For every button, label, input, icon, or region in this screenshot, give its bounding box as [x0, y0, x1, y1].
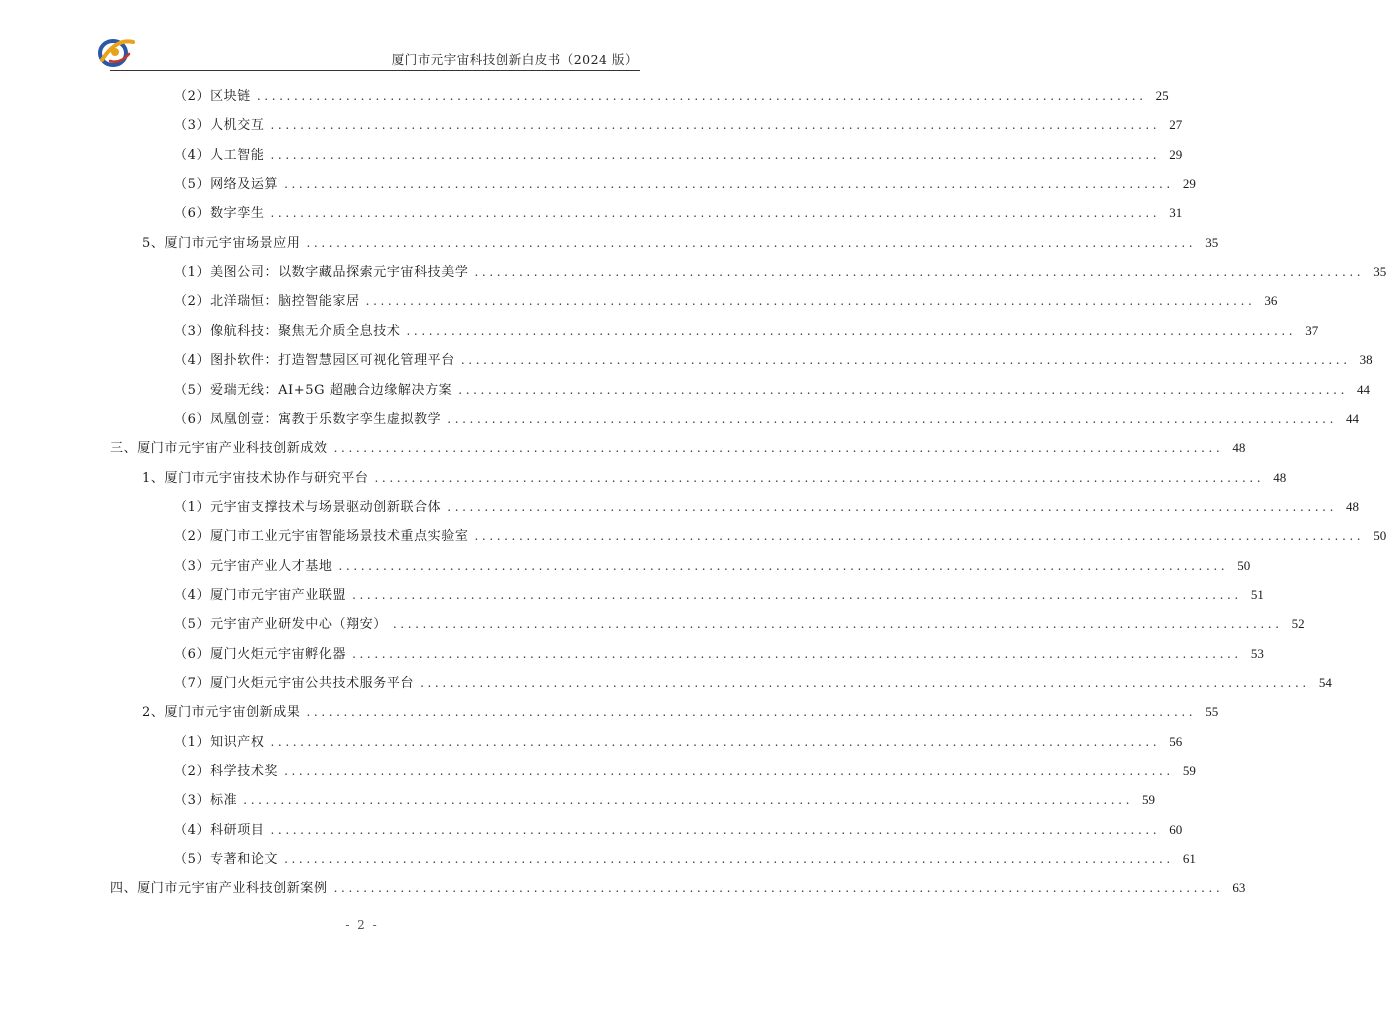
toc-entry[interactable]: [142, 702, 1219, 722]
toc-dot-leader: ........................................................................................................................: [458, 382, 1349, 397]
toc-dot-leader: ........................................................................................................................: [352, 587, 1242, 602]
toc-entry-label: （2）厦门市工业元宇宙智能场景技术重点实验室: [174, 529, 469, 545]
toc-entry[interactable]: [110, 438, 1246, 458]
toc-entry[interactable]: [174, 732, 1183, 752]
toc-entry-label: （5）爱瑞无线：AI+5G 超融合边缘解决方案: [174, 382, 453, 398]
toc-entry[interactable]: [142, 233, 1219, 253]
toc-dot-leader: ........................................................................................................................: [406, 323, 1297, 338]
toc-entry-page-number: 61: [1182, 851, 1196, 867]
toc-entry-page-number: 48: [1346, 498, 1360, 514]
toc-entry-page-number: 29: [1169, 146, 1183, 162]
toc-entry-page-number: 44: [1357, 381, 1371, 397]
toc-dot-leader: ........................................................................................................................: [284, 852, 1174, 867]
toc-entry-label: 四、厦门市元宇宙产业科技创新案例: [110, 881, 328, 897]
toc-dot-leader: ........................................................................................................................: [284, 764, 1174, 779]
toc-entry-page-number: 53: [1250, 645, 1264, 661]
toc-dot-leader: ........................................................................................................................: [338, 558, 1229, 573]
toc-entry-label: （5）专著和论文: [174, 852, 279, 868]
toc-entry-label: （4）图扑软件：打造智慧园区可视化管理平台: [174, 353, 455, 369]
toc-dot-leader: ........................................................................................................................: [447, 499, 1338, 514]
toc-entry[interactable]: [174, 350, 1373, 370]
toc-dot-leader: ........................................................................................................................: [474, 529, 1365, 544]
toc-entry[interactable]: [174, 174, 1196, 194]
toc-entry[interactable]: [174, 115, 1183, 135]
toc-entry[interactable]: [174, 556, 1251, 576]
toc-entry-label: （4）厦门市元宇宙产业联盟: [174, 587, 347, 603]
toc-dot-leader: ........................................................................................................................: [374, 470, 1265, 485]
toc-entry-page-number: 56: [1169, 733, 1183, 749]
toc-dot-leader: ........................................................................................................................: [420, 676, 1310, 690]
toc-entry-page-number: 44: [1346, 410, 1360, 426]
toc-entry-label: （3）元宇宙产业人才基地: [174, 558, 333, 574]
toc-entry[interactable]: [174, 497, 1360, 517]
toc-entry-page-number: 60: [1169, 821, 1183, 837]
toc-entry-label: （5）元宇宙产业研发中心（翔安）: [174, 617, 387, 633]
toc-entry-page-number: 29: [1182, 176, 1196, 192]
toc-entry[interactable]: [174, 790, 1156, 810]
toc-dot-leader: ........................................................................................................................: [284, 177, 1174, 192]
toc-dot-leader: ........................................................................................................................: [392, 617, 1283, 632]
toc-entry[interactable]: [174, 585, 1264, 605]
toc-entry-label: （6）数字孪生: [174, 206, 265, 222]
toc-entry-page-number: 52: [1291, 616, 1305, 632]
toc-entry[interactable]: [174, 262, 1386, 282]
toc-dot-leader: ........................................................................................................................: [270, 206, 1161, 221]
header-title: 厦门市元宇宙科技创新白皮书（2024 版）: [391, 52, 638, 67]
toc-entry-label: （3）人机交互: [174, 118, 265, 134]
toc-entry-page-number: 48: [1232, 440, 1246, 456]
toc-entry[interactable]: [110, 878, 1246, 898]
toc-entry[interactable]: [174, 409, 1360, 429]
page-number: - 2 -: [345, 918, 379, 932]
toc-entry-label: 1、厦门市元宇宙技术协作与研究平台: [142, 470, 369, 486]
toc-entry-page-number: 50: [1237, 557, 1251, 573]
toc-entry-label: （7）厦门火炬元宇宙公共技术服务平台: [174, 676, 415, 691]
toc-entry-page-number: 48: [1273, 469, 1287, 485]
toc-entry[interactable]: [174, 86, 1169, 106]
toc-dot-leader: ........................................................................................................................: [365, 294, 1256, 309]
toc-entry-label: （3）像航科技：聚焦无介质全息技术: [174, 323, 401, 339]
toc-entry-label: （2）科学技术奖: [174, 764, 279, 780]
toc-entry-page-number: 37: [1305, 322, 1319, 338]
toc-entry-page-number: 25: [1155, 88, 1169, 103]
orbit-logo-icon: [96, 34, 136, 68]
toc-entry[interactable]: [174, 380, 1371, 400]
toc-dot-leader: ........................................................................................................................: [270, 822, 1161, 837]
toc-entry[interactable]: [174, 761, 1196, 781]
toc-dot-leader: ........................................................................................................................: [256, 89, 1147, 103]
toc-entry-label: 三、厦门市元宇宙产业科技创新成效: [110, 441, 328, 457]
toc-entry-label: （3）标准: [174, 793, 238, 809]
toc-entry-page-number: 31: [1169, 205, 1183, 221]
toc-entry-label: （4）人工智能: [174, 147, 265, 163]
toc-entry[interactable]: [174, 849, 1196, 869]
toc-entry-page-number: 38: [1359, 352, 1373, 368]
toc-dot-leader: ........................................................................................................................: [270, 118, 1161, 133]
toc-entry-page-number: 35: [1373, 264, 1386, 280]
toc-entry[interactable]: [174, 614, 1305, 634]
toc-entry-label: （1）知识产权: [174, 734, 265, 750]
toc-entry[interactable]: [174, 526, 1386, 546]
toc-entry-page-number: 54: [1318, 675, 1332, 690]
toc-entry-label: （6）厦门火炬元宇宙孵化器: [174, 646, 347, 662]
toc-entry-label: （1）美图公司：以数字藏品探索元宇宙科技美学: [174, 265, 469, 281]
toc-entry-page-number: 50: [1373, 528, 1386, 544]
toc-entry-page-number: 59: [1182, 763, 1196, 779]
toc-entry-label: 5、厦门市元宇宙场景应用: [142, 235, 301, 251]
toc-entry-label: （6）凤凰创壹：寓教于乐数字孪生虚拟教学: [174, 411, 442, 427]
toc-entry-page-number: 59: [1142, 792, 1156, 808]
toc-entry[interactable]: [174, 820, 1183, 840]
toc-dot-leader: ........................................................................................................................: [270, 147, 1161, 162]
header-divider: [110, 70, 640, 71]
toc-entry[interactable]: [142, 468, 1287, 488]
toc-entry-label: 2、厦门市元宇宙创新成果: [142, 705, 301, 721]
toc-entry[interactable]: [174, 291, 1278, 311]
toc-entry-label: （1）元宇宙支撑技术与场景驱动创新联合体: [174, 499, 442, 515]
toc-entry-page-number: 36: [1264, 293, 1278, 309]
toc-dot-leader: ........................................................................................................................: [460, 353, 1351, 368]
toc-entry-page-number: 35: [1205, 234, 1219, 250]
toc-entry[interactable]: [174, 145, 1183, 165]
toc-entry-page-number: 51: [1250, 586, 1264, 602]
toc-entry[interactable]: [174, 321, 1319, 341]
toc-entry[interactable]: [174, 203, 1183, 223]
toc-dot-leader: ........................................................................................................................: [243, 793, 1134, 808]
toc-entry-page-number: 63: [1232, 880, 1246, 896]
toc-dot-leader: ........................................................................................................................: [306, 235, 1197, 250]
toc-dot-leader: ........................................................................................................................: [447, 411, 1338, 426]
toc-entry-label: （5）网络及运算: [174, 177, 279, 193]
toc-entry[interactable]: [174, 644, 1264, 664]
toc-dot-leader: ........................................................................................................................: [333, 441, 1224, 456]
toc-entry[interactable]: [174, 673, 1332, 693]
toc-dot-leader: ........................................................................................................................: [270, 734, 1161, 749]
toc-entry-page-number: 27: [1169, 117, 1183, 133]
toc-entry-label: （2）北洋瑞恒：脑控智能家居: [174, 294, 360, 310]
toc-entry-label: （2）区块链: [174, 89, 251, 104]
toc-dot-leader: ........................................................................................................................: [352, 646, 1242, 661]
toc-dot-leader: ........................................................................................................................: [306, 705, 1197, 720]
toc-entry-page-number: 55: [1205, 704, 1219, 720]
toc-entry-label: （4）科研项目: [174, 822, 265, 838]
toc-dot-leader: ........................................................................................................................: [333, 881, 1224, 896]
toc-dot-leader: ........................................................................................................................: [474, 265, 1365, 280]
